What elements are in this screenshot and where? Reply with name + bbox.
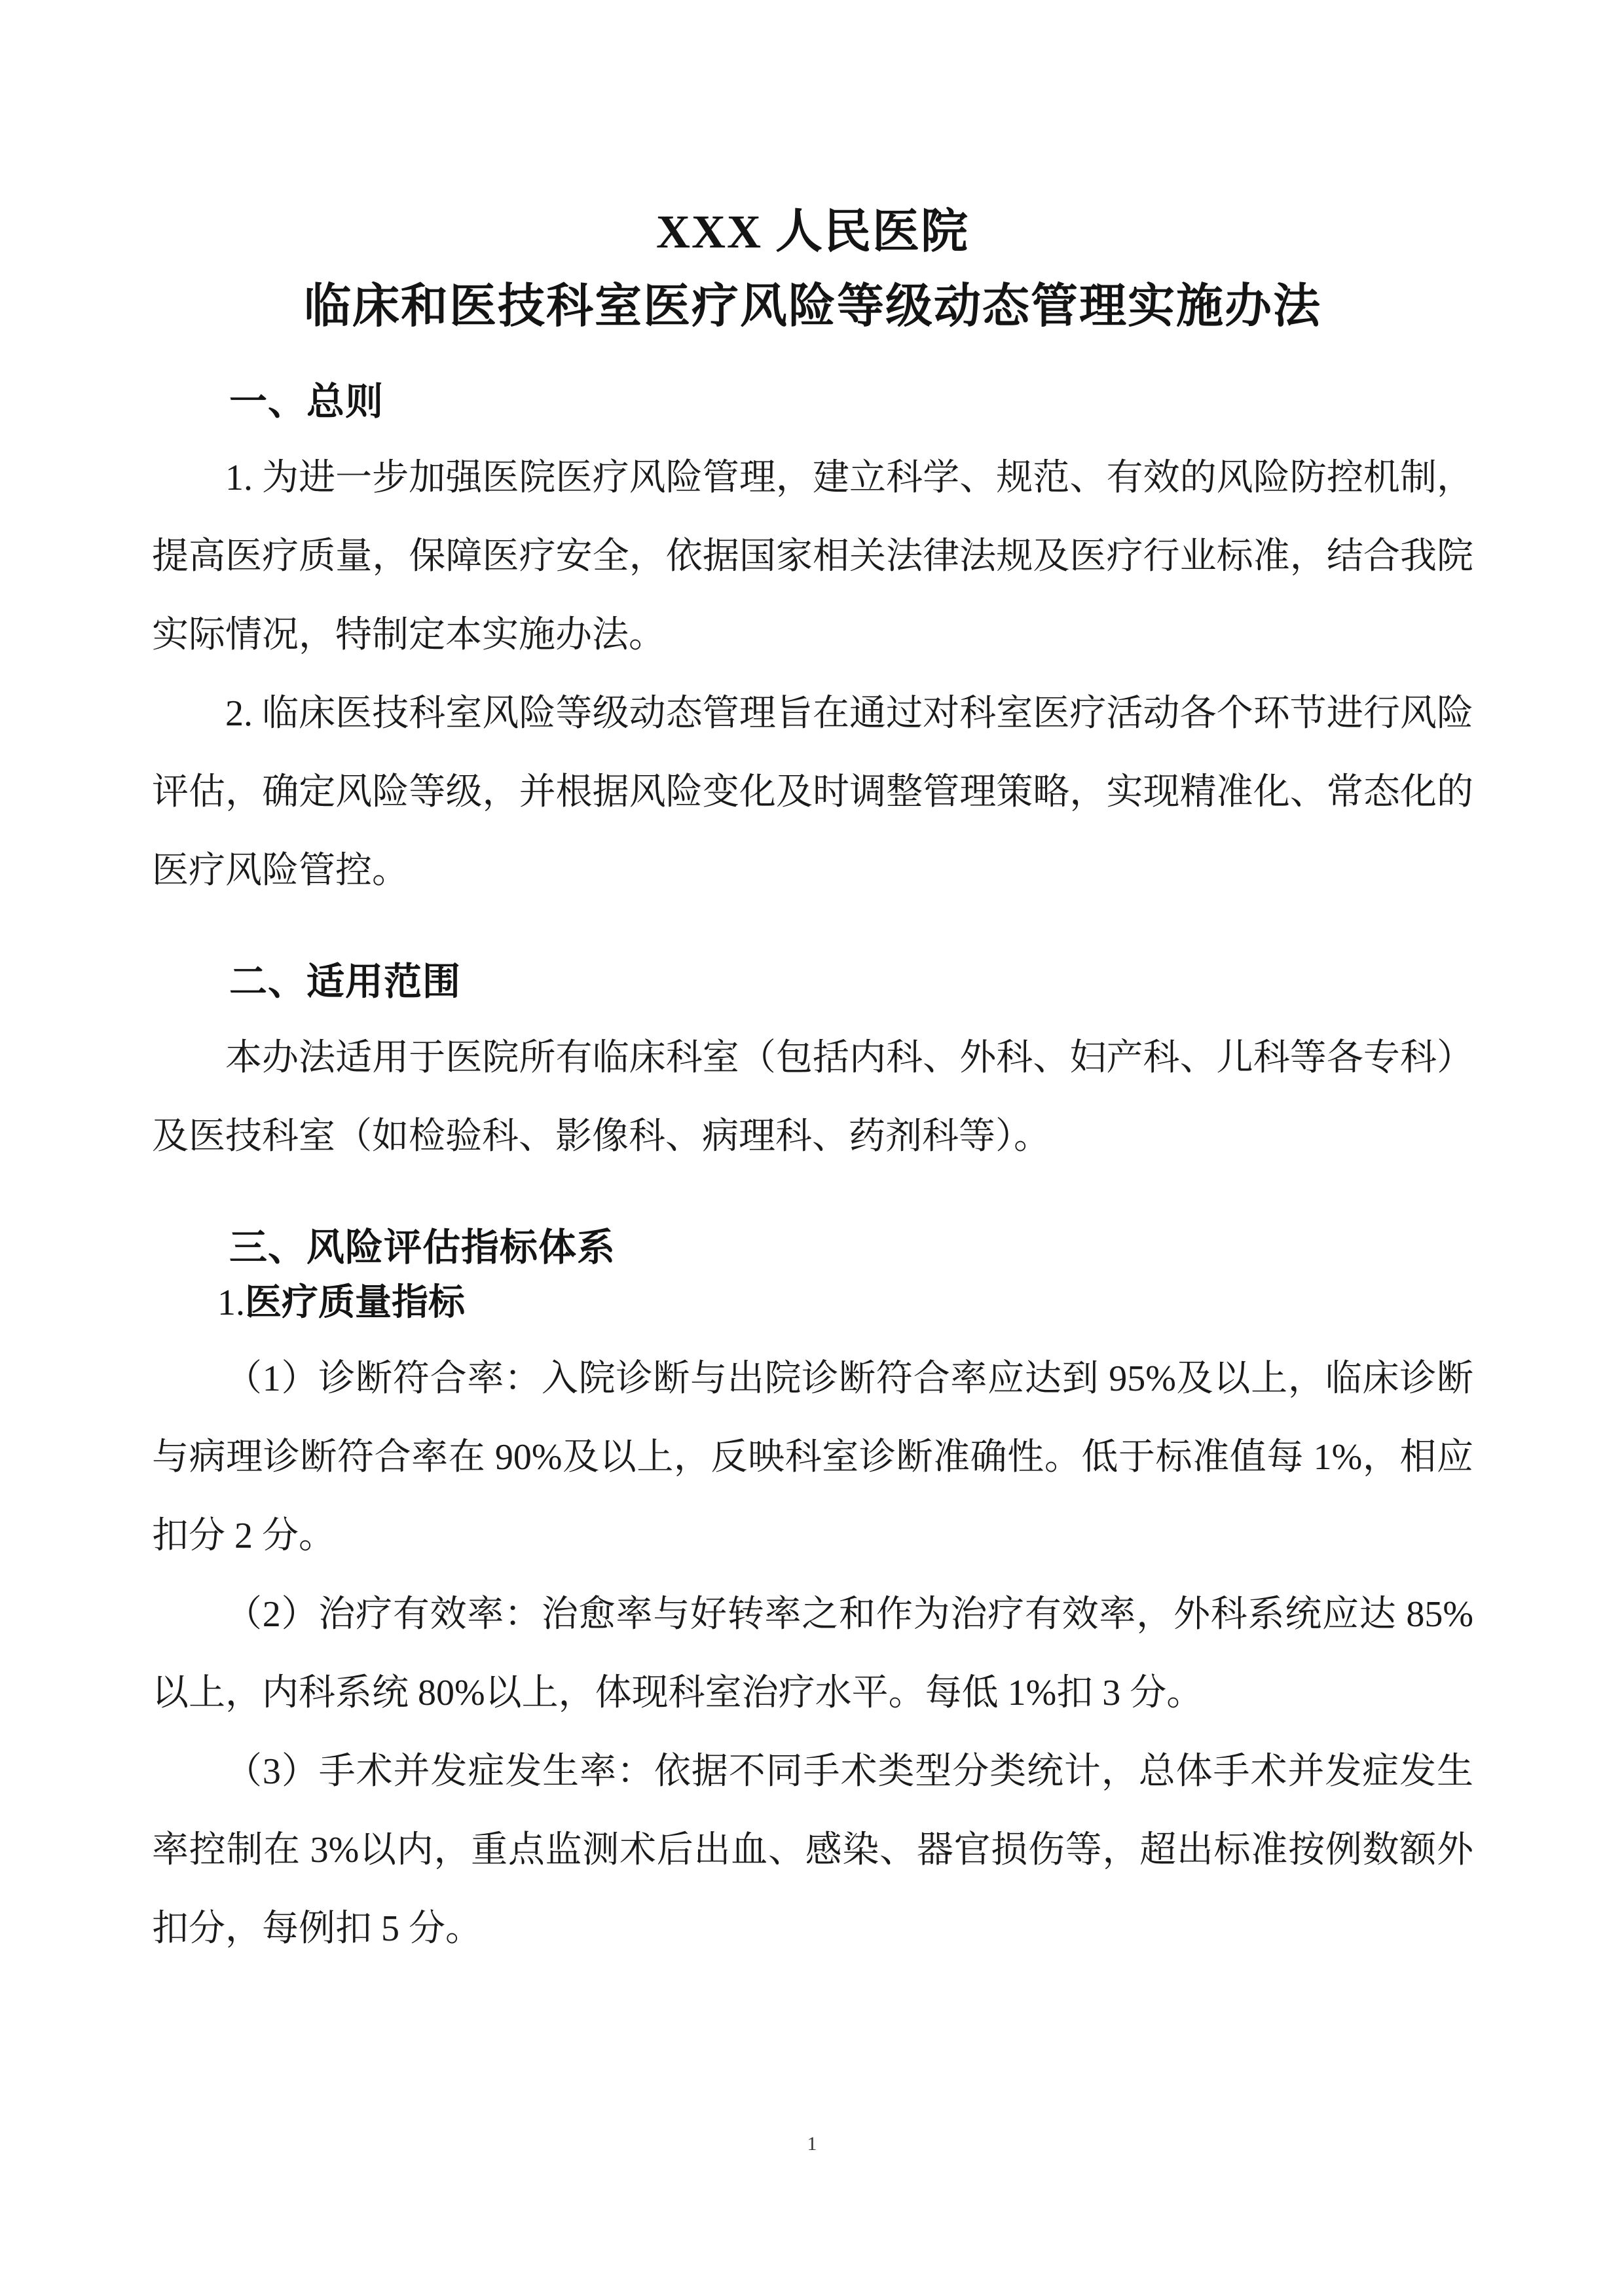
- subheading-number: 1.: [217, 1283, 245, 1323]
- item-diagnosis-coincidence-rate: （1）诊断符合率：入院诊断与出院诊断符合率应达到 95%及以上，临床诊断与病理诊断符合率在 90%及以上，反映科室诊断准确性。低于标准值每 1%，相应扣分 2 分。: [152, 1358, 1473, 1556]
- paragraph-scope-1: 本办法适用于医院所有临床科室（包括内科、外科、妇产科、儿科等各专科）及医技科室（如检验科、影像科、病理科、药剂科等）。: [152, 1038, 1473, 1157]
- document-title-line-1: XXX 人民医院: [656, 206, 969, 258]
- paragraph-general-1: 1. 为进一步加强医院医疗风险管理，建立科学、规范、有效的风险防控机制，提高医疗质量，保障医疗安全，依据国家相关法律法规及医疗行业标准，结合我院实际情况，特制定本实施办法。: [152, 458, 1473, 655]
- item-treatment-effective-rate: （2）治疗有效率：治愈率与好转率之和作为治疗有效率，外科系统应达 85%以上，内科系统 80%以上，体现科室治疗水平。每低 1%扣 3 分。: [152, 1594, 1473, 1713]
- section-heading-general-principles: 一、总则: [229, 379, 384, 424]
- page-number: 1: [807, 2133, 817, 2155]
- document-title-line-2: 临床和医技科室医疗风险等级动态管理实施办法: [303, 280, 1321, 333]
- subheading-medical-quality-indicators: [152, 1281, 1473, 1324]
- document-content: [152, 0, 1473, 1968]
- subheading-title: 医疗质量指标: [245, 1281, 465, 1324]
- section-heading-risk-index-system: 三、风险评估指标体系: [229, 1225, 616, 1269]
- item-surgical-complication-rate: （3）手术并发症发生率：依据不同手术类型分类统计，总体手术并发症发生率控制在 3%以内，重点监测术后出血、感染、器官损伤等，超出标准按例数额外扣分，每例扣 5 分。: [152, 1751, 1473, 1949]
- paragraph-general-2: 2. 临床医技科室风险等级动态管理旨在通过对科室医疗活动各个环节进行风险评估，确定风险等级，并根据风险变化及时调整管理策略，实现精准化、常态化的医疗风险管控。: [152, 693, 1473, 891]
- section-heading-scope: 二、适用范围: [229, 959, 462, 1004]
